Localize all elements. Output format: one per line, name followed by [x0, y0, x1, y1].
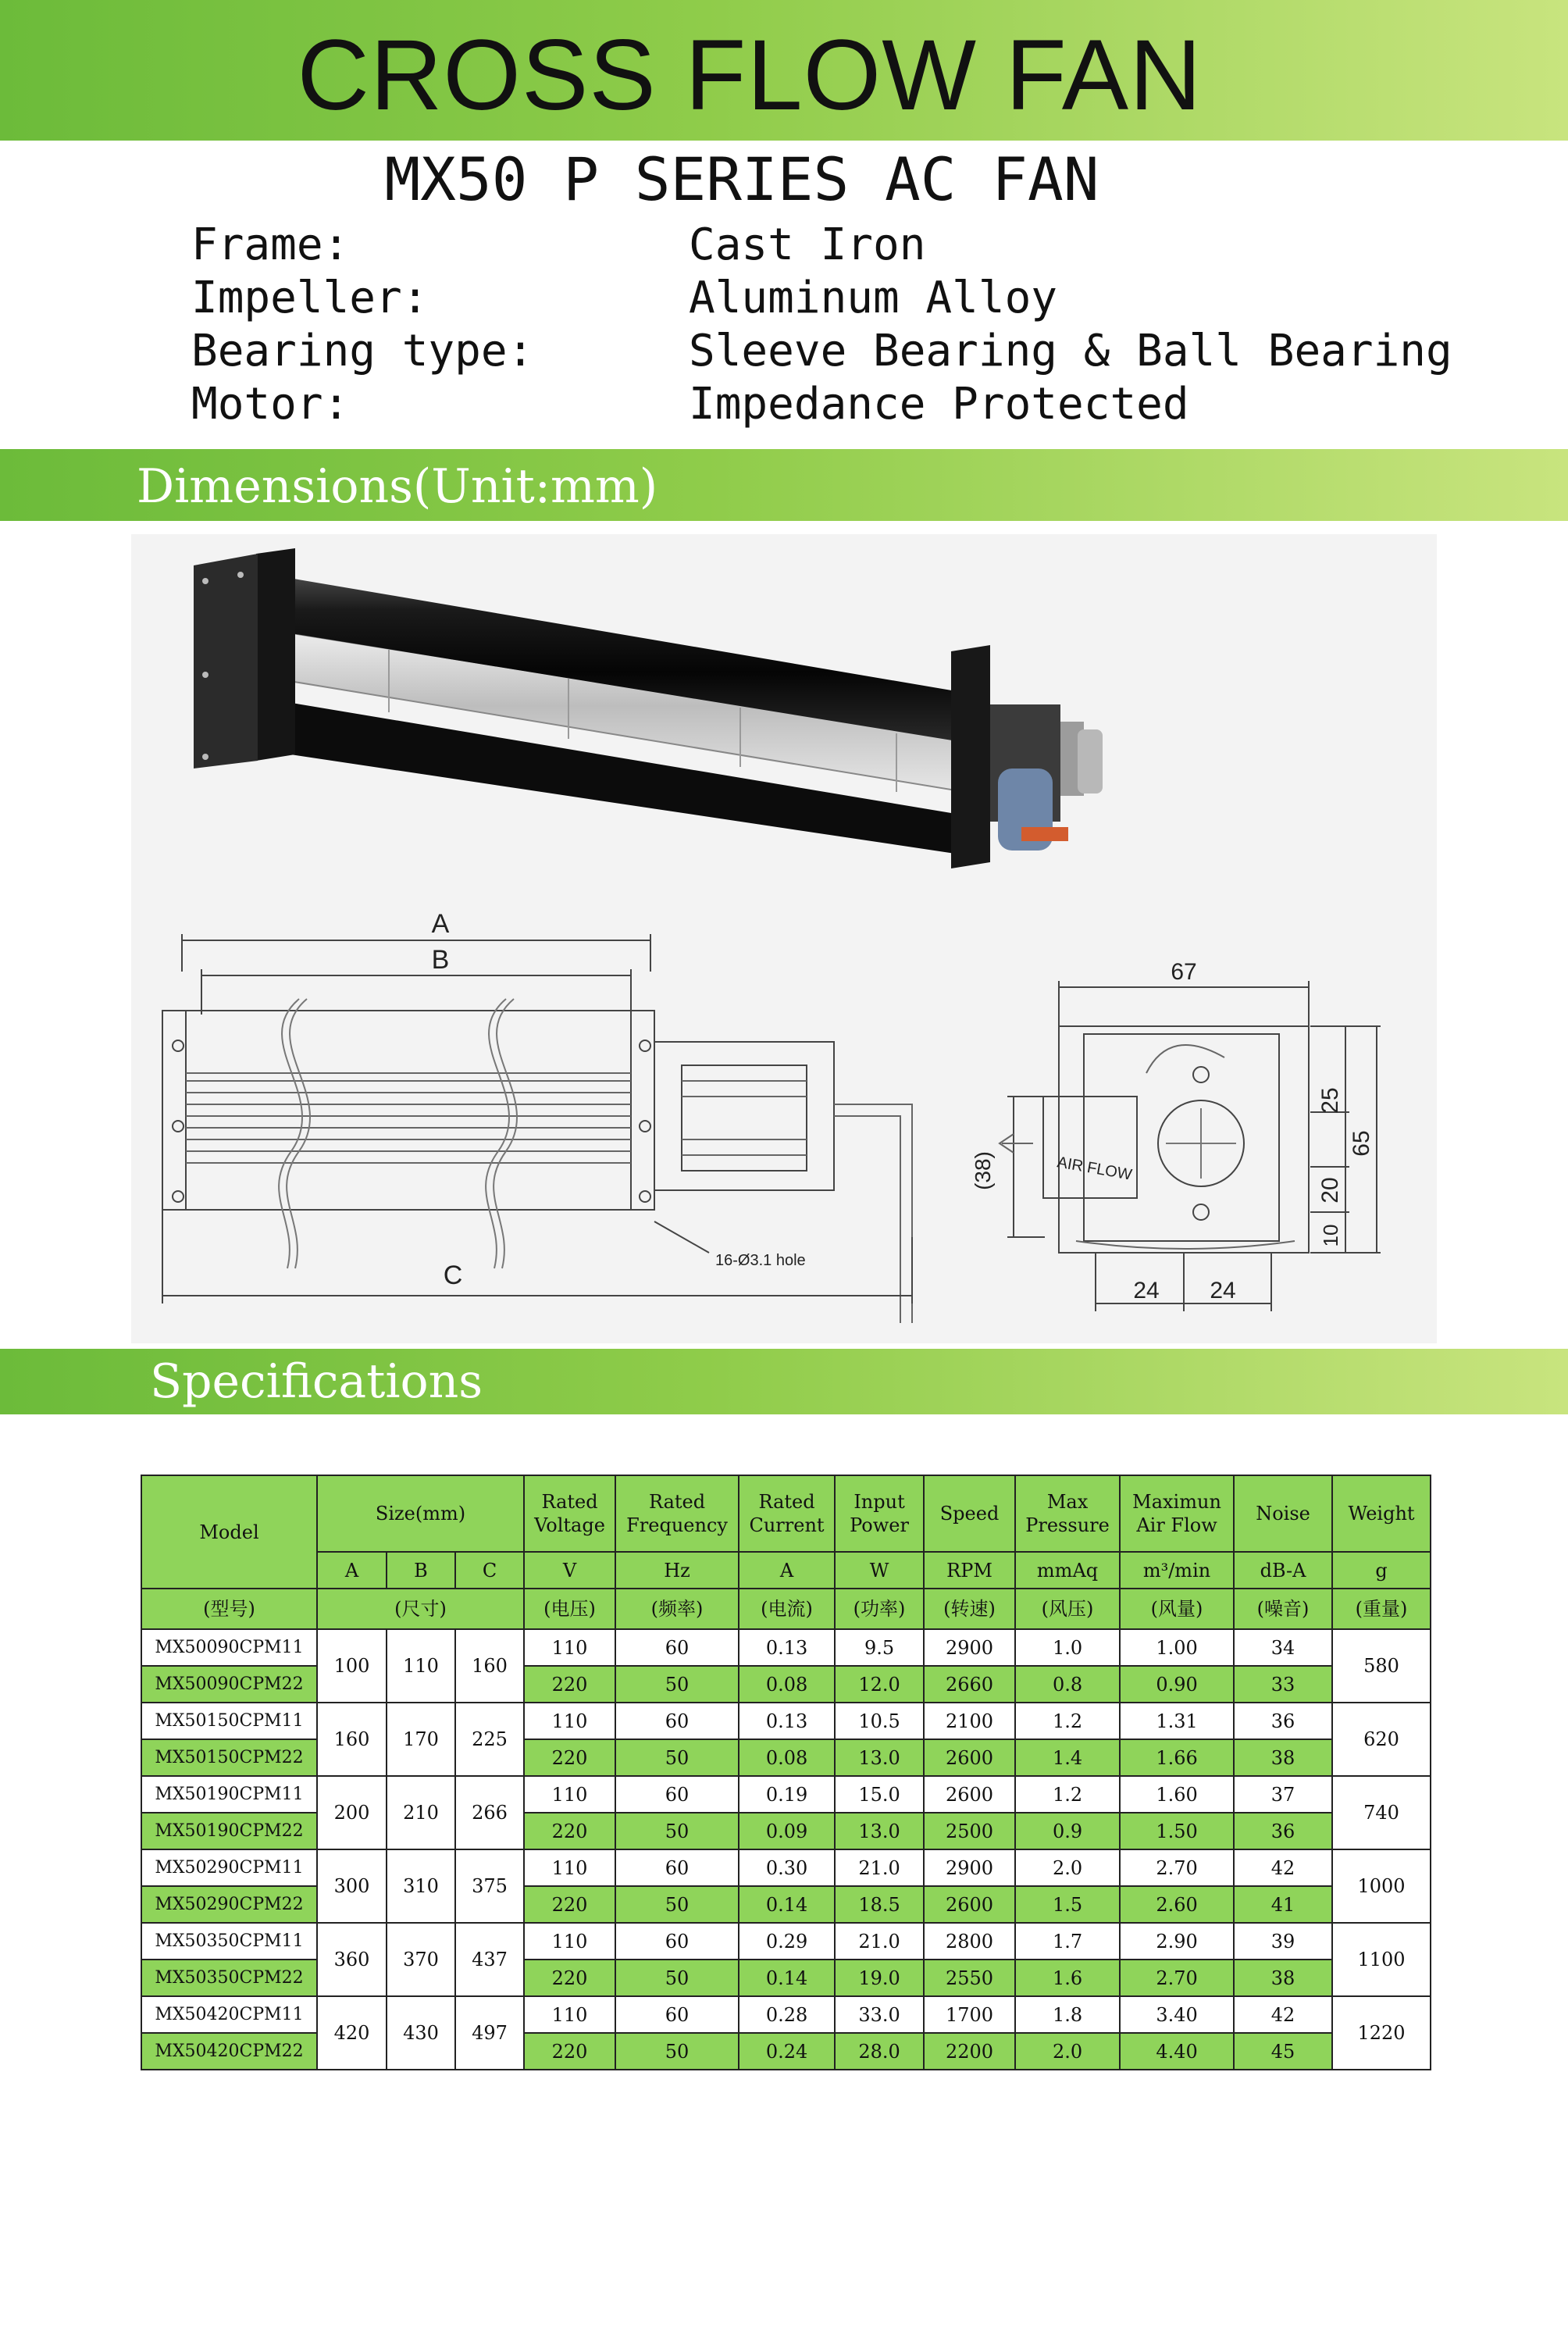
speed-cell: 1700: [924, 1996, 1015, 2033]
dim-24-right: 24: [1210, 1278, 1236, 1303]
noise-cell: 36: [1234, 1703, 1332, 1739]
series-subtitle: MX50 P SERIES AC FAN: [384, 144, 1099, 214]
voltage-cell: 110: [524, 1629, 615, 1666]
dimension-figure: [131, 534, 1437, 1343]
power-cell: 10.5: [835, 1703, 924, 1739]
size-a-cell: 300: [317, 1849, 387, 1923]
power-cell: 12.0: [835, 1666, 924, 1703]
current-cell: 0.29: [739, 1923, 835, 1960]
model-cell: MX50190CPM11: [141, 1776, 317, 1813]
unit-weight: g: [1332, 1552, 1431, 1589]
header-airflow-l1: Maximun: [1132, 1491, 1221, 1513]
pressure-cell: 0.8: [1015, 1666, 1120, 1703]
frequency-cell: 50: [615, 1960, 739, 1996]
fan-photo: [194, 548, 1103, 868]
pressure-cell: 2.0: [1015, 2033, 1120, 2070]
unit-speed: RPM: [924, 1552, 1015, 1589]
power-cell: 19.0: [835, 1960, 924, 1996]
spec-label: Impeller:: [191, 273, 429, 323]
voltage-cell: 220: [524, 2033, 615, 2070]
pressure-cell: 2.0: [1015, 1849, 1120, 1886]
unit-b: B: [387, 1552, 455, 1589]
header-voltage-l1: Rated: [541, 1491, 598, 1513]
power-cell: 9.5: [835, 1629, 924, 1666]
weight-cell: 1000: [1332, 1849, 1431, 1923]
weight-cell: 580: [1332, 1629, 1431, 1703]
model-cell: MX50420CPM22: [141, 2033, 317, 2070]
pressure-cell: 1.5: [1015, 1886, 1120, 1923]
size-b-cell: 310: [387, 1849, 455, 1923]
table-row: [141, 1996, 1431, 2033]
header-current-l1: Rated: [758, 1491, 815, 1513]
dim-24-left: 24: [1133, 1278, 1160, 1303]
voltage-cell: 110: [524, 1849, 615, 1886]
current-cell: 0.08: [739, 1666, 835, 1703]
header-size: Size(mm): [317, 1475, 524, 1552]
header-power-l2: Power: [850, 1514, 909, 1536]
pressure-cell: 1.2: [1015, 1776, 1120, 1813]
model-cell: MX50350CPM22: [141, 1960, 317, 1996]
model-cell: MX50090CPM22: [141, 1666, 317, 1703]
speed-cell: 2600: [924, 1886, 1015, 1923]
frequency-cell: 60: [615, 1629, 739, 1666]
size-c-cell: 497: [455, 1996, 524, 2070]
dim-25: 25: [1317, 1087, 1343, 1114]
header-frequency: [615, 1475, 739, 1552]
noise-cell: 41: [1234, 1886, 1332, 1923]
cn-airflow: (风量): [1120, 1589, 1234, 1629]
speed-cell: 2100: [924, 1703, 1015, 1739]
airflow-cell: 0.90: [1120, 1666, 1234, 1703]
pressure-cell: 0.9: [1015, 1813, 1120, 1849]
airflow-cell: 1.50: [1120, 1813, 1234, 1849]
weight-cell: 740: [1332, 1776, 1431, 1849]
voltage-cell: 220: [524, 1886, 615, 1923]
size-a-cell: 100: [317, 1629, 387, 1703]
spec-table-body: [141, 1629, 1431, 2070]
power-cell: 28.0: [835, 2033, 924, 2070]
header-current: [739, 1475, 835, 1552]
header-voltage: [524, 1475, 615, 1552]
noise-cell: 42: [1234, 1849, 1332, 1886]
frequency-cell: 50: [615, 1666, 739, 1703]
size-b-cell: 430: [387, 1996, 455, 2070]
model-cell: MX50420CPM11: [141, 1996, 317, 2033]
current-cell: 0.28: [739, 1996, 835, 2033]
voltage-cell: 220: [524, 1739, 615, 1776]
power-cell: 13.0: [835, 1739, 924, 1776]
spec-label: Motor:: [191, 379, 350, 430]
speed-cell: 2550: [924, 1960, 1015, 1996]
spec-value: Aluminum Alloy: [689, 273, 1058, 323]
header-noise: Noise: [1234, 1475, 1332, 1552]
cn-voltage: (电压): [524, 1589, 615, 1629]
cn-weight: (重量): [1332, 1589, 1431, 1629]
pressure-cell: 1.6: [1015, 1960, 1120, 1996]
cn-noise: (噪音): [1234, 1589, 1332, 1629]
size-b-cell: 210: [387, 1776, 455, 1849]
pressure-cell: 1.4: [1015, 1739, 1120, 1776]
current-cell: 0.08: [739, 1739, 835, 1776]
airflow-cell: 1.60: [1120, 1776, 1234, 1813]
weight-cell: 620: [1332, 1703, 1431, 1776]
current-cell: 0.19: [739, 1776, 835, 1813]
side-view: [1000, 981, 1381, 1311]
model-cell: MX50190CPM22: [141, 1813, 317, 1849]
noise-cell: 38: [1234, 1960, 1332, 1996]
power-cell: 15.0: [835, 1776, 924, 1813]
dim-10: 10: [1319, 1224, 1342, 1247]
model-cell: MX50350CPM11: [141, 1923, 317, 1960]
size-a-cell: 420: [317, 1996, 387, 2070]
dim-label-c: C: [443, 1261, 463, 1290]
page-title: CROSS FLOW FAN: [297, 20, 1203, 131]
voltage-cell: 110: [524, 1996, 615, 2033]
model-cell: MX50090CPM11: [141, 1629, 317, 1666]
current-cell: 0.13: [739, 1703, 835, 1739]
speed-cell: 2600: [924, 1776, 1015, 1813]
size-c-cell: 225: [455, 1703, 524, 1776]
table-row: [141, 1703, 1431, 1739]
frequency-cell: 60: [615, 1849, 739, 1886]
speed-cell: 2500: [924, 1813, 1015, 1849]
voltage-cell: 220: [524, 1960, 615, 1996]
cn-speed: (转速): [924, 1589, 1015, 1629]
frequency-cell: 60: [615, 1703, 739, 1739]
airflow-cell: 3.40: [1120, 1996, 1234, 2033]
header-airflow-l2: Air Flow: [1136, 1514, 1217, 1536]
unit-frequency: Hz: [615, 1552, 739, 1589]
model-cell: MX50150CPM22: [141, 1739, 317, 1776]
noise-cell: 33: [1234, 1666, 1332, 1703]
dim-label-b: B: [431, 945, 450, 975]
current-cell: 0.09: [739, 1813, 835, 1849]
unit-pressure: mmAq: [1015, 1552, 1120, 1589]
voltage-cell: 110: [524, 1703, 615, 1739]
airflow-cell: 4.40: [1120, 2033, 1234, 2070]
current-cell: 0.30: [739, 1849, 835, 1886]
power-cell: 33.0: [835, 1996, 924, 2033]
current-cell: 0.14: [739, 1886, 835, 1923]
spec-value: Impedance Protected: [689, 379, 1189, 430]
frequency-cell: 60: [615, 1923, 739, 1960]
speed-cell: 2660: [924, 1666, 1015, 1703]
header-weight: Weight: [1332, 1475, 1431, 1552]
weight-cell: 1100: [1332, 1923, 1431, 1996]
frequency-cell: 60: [615, 1776, 739, 1813]
dim-label-a: A: [431, 909, 450, 939]
speed-cell: 2600: [924, 1739, 1015, 1776]
size-c-cell: 160: [455, 1629, 524, 1703]
current-cell: 0.14: [739, 1960, 835, 1996]
size-b-cell: 110: [387, 1629, 455, 1703]
cn-size: (尺寸): [317, 1589, 524, 1629]
specifications-heading: Specifications: [150, 1354, 483, 1409]
airflow-cell: 1.31: [1120, 1703, 1234, 1739]
airflow-cell: 2.70: [1120, 1960, 1234, 1996]
spec-value: Sleeve Bearing & Ball Bearing: [689, 326, 1452, 376]
header-pressure-l1: Max: [1046, 1491, 1089, 1513]
pressure-cell: 1.8: [1015, 1996, 1120, 2033]
airflow-cell: 2.70: [1120, 1849, 1234, 1886]
cn-current: (电流): [739, 1589, 835, 1629]
voltage-cell: 110: [524, 1923, 615, 1960]
noise-cell: 39: [1234, 1923, 1332, 1960]
size-b-cell: 370: [387, 1923, 455, 1996]
header-airflow: [1120, 1475, 1234, 1552]
size-b-cell: 170: [387, 1703, 455, 1776]
header-pressure-l2: Pressure: [1025, 1514, 1110, 1536]
cn-model: (型号): [141, 1589, 317, 1629]
header-current-l2: Current: [749, 1514, 825, 1536]
pressure-cell: 1.0: [1015, 1629, 1120, 1666]
cn-pressure: (风压): [1015, 1589, 1120, 1629]
noise-cell: 37: [1234, 1776, 1332, 1813]
voltage-cell: 220: [524, 1666, 615, 1703]
spec-value: Cast Iron: [689, 219, 926, 270]
table-row: [141, 1629, 1431, 1666]
unit-power: W: [835, 1552, 924, 1589]
model-cell: MX50290CPM22: [141, 1886, 317, 1923]
spec-label: Frame:: [191, 219, 350, 270]
frequency-cell: 60: [615, 1996, 739, 2033]
table-row: [141, 1776, 1431, 1813]
airflow-label: AIR FLOW: [1056, 1154, 1134, 1184]
cn-frequency: (频率): [615, 1589, 739, 1629]
size-c-cell: 375: [455, 1849, 524, 1923]
dimensions-heading: Dimensions(Unit:mm): [137, 459, 658, 514]
unit-a: A: [317, 1552, 387, 1589]
pressure-cell: 1.2: [1015, 1703, 1120, 1739]
header-speed: Speed: [924, 1475, 1015, 1552]
airflow-cell: 2.90: [1120, 1923, 1234, 1960]
dim-width-67: 67: [1171, 959, 1197, 985]
unit-c: C: [455, 1552, 524, 1589]
current-cell: 0.13: [739, 1629, 835, 1666]
table-row: [141, 1849, 1431, 1886]
speed-cell: 2200: [924, 2033, 1015, 2070]
header-model: Model: [141, 1475, 317, 1589]
speed-cell: 2900: [924, 1629, 1015, 1666]
noise-cell: 34: [1234, 1629, 1332, 1666]
power-cell: 18.5: [835, 1886, 924, 1923]
power-cell: 13.0: [835, 1813, 924, 1849]
airflow-cell: 2.60: [1120, 1886, 1234, 1923]
current-cell: 0.24: [739, 2033, 835, 2070]
frequency-cell: 50: [615, 1886, 739, 1923]
power-cell: 21.0: [835, 1849, 924, 1886]
unit-airflow: m³/min: [1120, 1552, 1234, 1589]
weight-cell: 1220: [1332, 1996, 1431, 2070]
size-c-cell: 437: [455, 1923, 524, 1996]
size-a-cell: 360: [317, 1923, 387, 1996]
header-frequency-l2: Frequency: [626, 1514, 728, 1536]
model-cell: MX50290CPM11: [141, 1849, 317, 1886]
header-power: [835, 1475, 924, 1552]
model-cell: MX50150CPM11: [141, 1703, 317, 1739]
size-a-cell: 160: [317, 1703, 387, 1776]
frequency-cell: 50: [615, 2033, 739, 2070]
frequency-cell: 50: [615, 1739, 739, 1776]
table-row: [141, 1923, 1431, 1960]
header-voltage-l2: Voltage: [534, 1514, 605, 1536]
size-c-cell: 266: [455, 1776, 524, 1849]
unit-noise: dB-A: [1234, 1552, 1332, 1589]
size-a-cell: 200: [317, 1776, 387, 1849]
speed-cell: 2800: [924, 1923, 1015, 1960]
power-cell: 21.0: [835, 1923, 924, 1960]
cn-power: (功率): [835, 1589, 924, 1629]
hole-label: 16-Ø3.1 hole: [715, 1252, 806, 1269]
header-power-l1: Input: [853, 1491, 905, 1513]
frequency-cell: 50: [615, 1813, 739, 1849]
dim-65: 65: [1349, 1130, 1374, 1157]
header-pressure: [1015, 1475, 1120, 1552]
unit-current: A: [739, 1552, 835, 1589]
unit-voltage: V: [524, 1552, 615, 1589]
spec-table: [141, 1475, 1431, 2070]
spec-label: Bearing type:: [191, 326, 534, 376]
speed-cell: 2900: [924, 1849, 1015, 1886]
header-frequency-l1: Rated: [648, 1491, 706, 1513]
voltage-cell: 220: [524, 1813, 615, 1849]
noise-cell: 38: [1234, 1739, 1332, 1776]
fan-drawing: [131, 534, 1437, 1343]
noise-cell: 36: [1234, 1813, 1332, 1849]
noise-cell: 45: [1234, 2033, 1332, 2070]
dim-38: (38): [971, 1151, 995, 1190]
noise-cell: 42: [1234, 1996, 1332, 2033]
voltage-cell: 110: [524, 1776, 615, 1813]
airflow-cell: 1.66: [1120, 1739, 1234, 1776]
pressure-cell: 1.7: [1015, 1923, 1120, 1960]
airflow-cell: 1.00: [1120, 1629, 1234, 1666]
dim-20: 20: [1317, 1177, 1343, 1204]
